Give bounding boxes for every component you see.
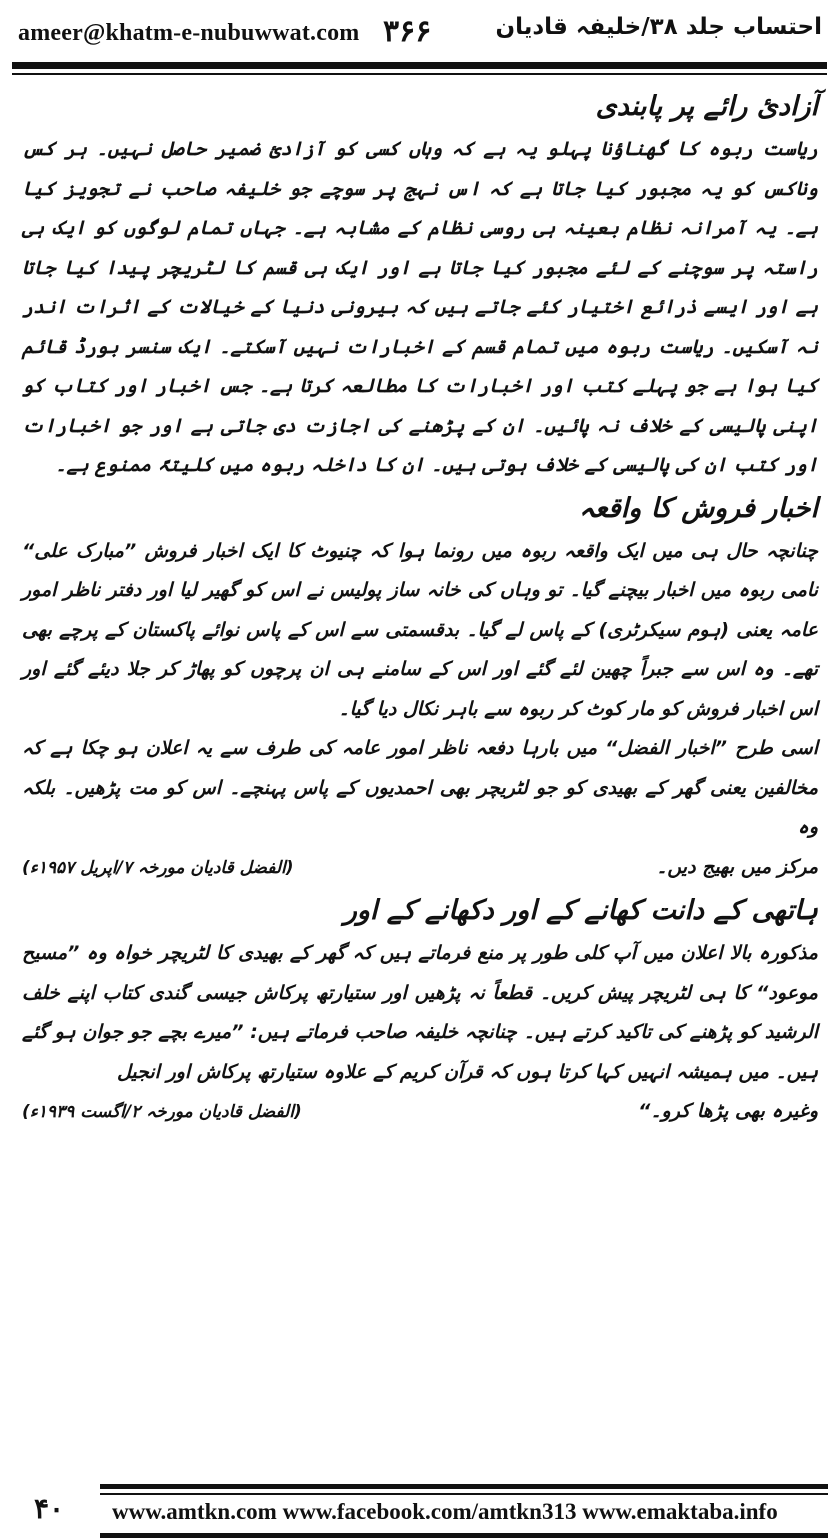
paragraph-elephant-last-text: وغیرہ بھی پڑھا کرو۔“ bbox=[638, 1100, 818, 1122]
header-page-number: ۳۶۶ bbox=[383, 14, 432, 49]
header-running-title: احتساب جلد ۳۸/خلیفہ قادیان bbox=[495, 14, 822, 40]
paragraph-elephant-last-line bbox=[22, 1092, 818, 1133]
section-heading-freedom: آزادیٔ رائے پر پابندی bbox=[595, 91, 818, 122]
header-rule-thin bbox=[12, 73, 827, 75]
paragraph-freedom: ریاست ربوہ کا گھناؤنا پہلو یہ ہے کہ وہاں کسی کو آزادیٔ ضمیر حاصل نہیں۔ ہر کس وناکس کو یہ مجبور کیا جاتا ہے کہ اس نہج پر سوچے جو خلیفہ صاحب نے تجویز کیا ہے۔ یہ آمرانہ نظام بعینہ ہی روسی نظام کے مشابہ ہے۔ جہاں تمام لوگوں کو ایک ہی راستہ پر سوچنے کے لئے مجبور کیا جاتا ہے اور ایک ہی قسم کا لٹریچر پیدا کیا جاتا ہے اور ایسے ذرائع اختیار کئے جاتے ہیں کہ بیرونی دنیا کے خیالات کے اثرات اندر نہ آسکیں۔ ریاست ربوہ میں تمام قسم کے اخبارات نہیں آسکتے۔ ایک سنسر بورڈ قائم کیا ہوا ہے جو پہلے کتب اور اخبارات کا مطالعہ کرتا ہے۔ جس اخبار اور کتاب کو اپنی پالیسی کے خلاف نہ پائیں۔ ان کے پڑھنے کی اجازت دی جاتی ہے اور جو اخبارات اور کتب ان کی پالیسی کے خلاف ہوتی ہیں۔ ان کا داخلہ ربوہ میں کلیتہً ممنوع ہے۔ bbox=[22, 138, 818, 476]
header-email: ameer@khatm-e-nubuwwat.com bbox=[18, 20, 360, 46]
paragraph-alfazl-last-text: مرکز میں بھیج دیں۔ bbox=[656, 855, 818, 878]
footer-urls: www.amtkn.com www.facebook.com/amtkn313 www.emaktaba.info bbox=[112, 1499, 778, 1524]
section-heading-newspaper-seller: اخبار فروش کا واقعہ bbox=[579, 492, 818, 524]
paragraph-elephant-teeth: مذکورہ بالا اعلان میں آپ کلی طور پر منع فرماتے ہیں کہ گھر کے بھیدی کا لٹریچر خواہ وہ ”مسیح موعود“ کا ہی لٹریچر پیش کریں۔ قطعاً نہ پڑھیں اور ستیارتھ پرکاش جیسی گندی کتاب اپنے خلف الرشید کو پڑھنے کی تاکید کرتے ہیں۔ چنانچہ خلیفہ صاحب فرماتے ہیں: ”میرے بچے جو جوان ہو گئے ہیں۔ میں ہمیشہ انہیں کہا کرتا ہوں کہ قرآن کریم کے علاوہ ستیارتھ پرکاش اور انجیل bbox=[22, 942, 818, 1083]
paragraph-alfazl-announcement: اسی طرح ”اخبار الفضل“ میں بارہا دفعہ ناظر امور عامہ کی طرف سے یہ اعلان ہو چکا ہے کہ مخالفین یعنی گھر کے بھیدی کو جو لٹریچر بھی احمدیوں کے پاس پہنچے۔ اس کو مت پڑھیں۔ بلکہ وہ bbox=[22, 737, 818, 838]
page-header bbox=[0, 0, 840, 62]
citation-alfazl-1957: (الفضل قادیان مورخہ ۷/اپریل ۱۹۵۷ء) bbox=[22, 857, 294, 878]
paragraph-newspaper-seller: چنانچہ حال ہی میں ایک واقعہ ربوہ میں رونما ہوا کہ چنیوٹ کا ایک اخبار فروش ”مبارک علی“ نامی ربوہ میں اخبار بیچنے گیا۔ تو وہاں کی خانہ ساز پولیس نے اس کو گھیر لیا اور دفتر ناظر امور عامہ یعنی (ہوم سیکرٹری) کے پاس لے گیا۔ بدقسمتی سے اس کے پاس نوائے پاکستان کے پرچے بھی تھے۔ وہ اس سے جبراً چھین لئے گئے اور اس کے سامنے ہی ان پرچوں کو پھاڑ کر جلا دیئے گئے اور اس اخبار فروش کو مار کوٹ کر ربوہ سے باہر نکال دیا گیا۔ bbox=[22, 539, 818, 720]
section-heading-elephant-teeth: ہاتھی کے دانت کھانے کے اور دکھانے کے اور bbox=[343, 895, 818, 926]
paragraph-alfazl-last-line bbox=[22, 848, 818, 889]
page-footer bbox=[0, 1484, 840, 1540]
header-rule-thick bbox=[12, 62, 827, 69]
article-body bbox=[22, 84, 818, 1133]
footer-page-number: ۴۰ bbox=[33, 1492, 65, 1525]
footer-rule-top bbox=[100, 1484, 828, 1489]
footer-rule-bottom bbox=[100, 1533, 828, 1538]
footer-rule-thin bbox=[100, 1493, 828, 1495]
citation-alfazl-1939: (الفضل قادیان مورخہ ۲/اگست ۱۹۳۹ء) bbox=[22, 1102, 302, 1122]
